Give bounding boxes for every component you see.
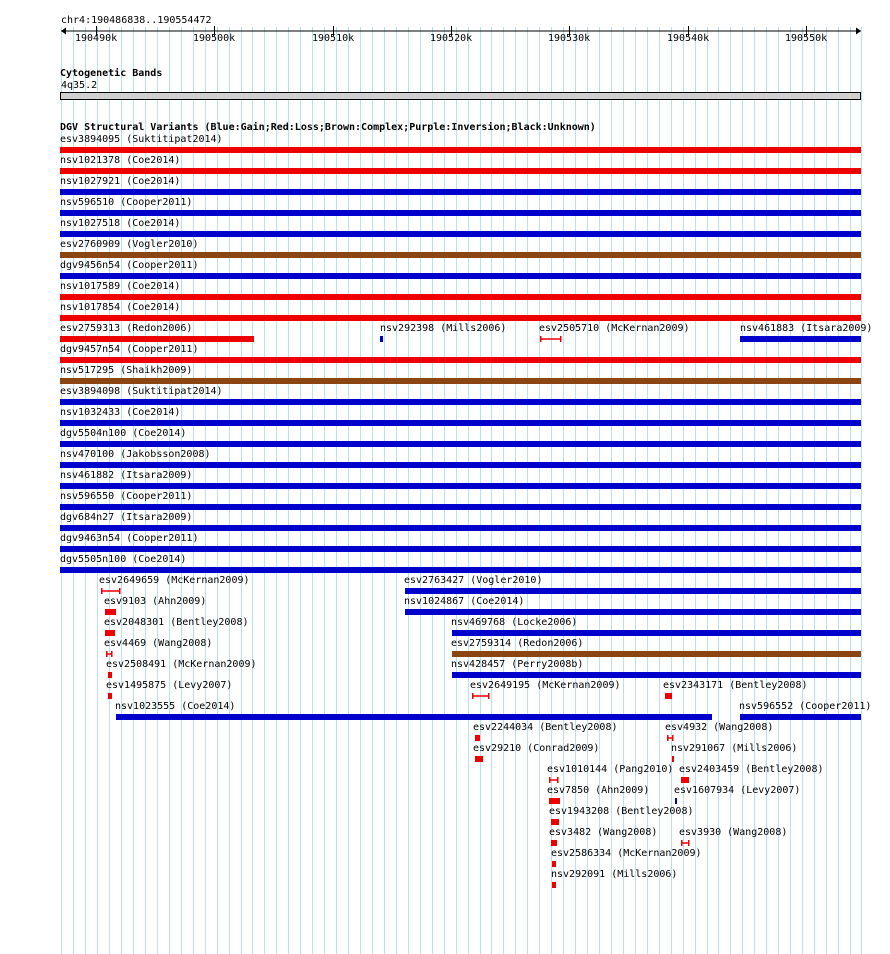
feature-bar-esv3894098[interactable] bbox=[60, 399, 861, 405]
cytoband-label: 4q35.2 bbox=[61, 80, 98, 91]
ruler-tick-label: 190490k bbox=[75, 33, 118, 44]
feature-bar-esv2586334[interactable] bbox=[552, 861, 556, 867]
feature-label-nsv470100[interactable]: nsv470100 (Jakobsson2008) bbox=[60, 449, 211, 460]
cytoband-bar[interactable] bbox=[60, 92, 861, 100]
feature-label-esv2760909[interactable]: esv2760909 (Vogler2010) bbox=[60, 239, 199, 250]
feature-bar-dgv5504n100[interactable] bbox=[60, 441, 861, 447]
feature-label-esv3482[interactable]: esv3482 (Wang2008) bbox=[549, 827, 658, 838]
feature-label-nsv1023555[interactable]: nsv1023555 (Coe2014) bbox=[115, 701, 236, 712]
feature-bar-esv4469[interactable] bbox=[106, 651, 113, 657]
feature-label-nsv469768[interactable]: nsv469768 (Locke2006) bbox=[451, 617, 578, 628]
feature-bar-nsv1032433[interactable] bbox=[60, 420, 861, 426]
feature-label-esv2759313[interactable]: esv2759313 (Redon2006) bbox=[60, 323, 193, 334]
feature-label-nsv461883[interactable]: nsv461883 (Itsara2009) bbox=[740, 323, 873, 334]
feature-bar-nsv469768[interactable] bbox=[452, 630, 861, 636]
feature-label-esv7850[interactable]: esv7850 (Ahn2009) bbox=[547, 785, 650, 796]
feature-bar-esv9103[interactable] bbox=[105, 609, 116, 615]
feature-bar-esv3930[interactable] bbox=[681, 840, 690, 846]
feature-bar-nsv517295[interactable] bbox=[60, 378, 861, 384]
feature-label-dgv9456n54[interactable]: dgv9456n54 (Cooper2011) bbox=[60, 260, 199, 271]
feature-bar-esv2508491[interactable] bbox=[108, 672, 112, 678]
feature-label-esv3894095[interactable]: esv3894095 (Suktitipat2014) bbox=[60, 134, 223, 145]
feature-label-esv2508491[interactable]: esv2508491 (McKernan2009) bbox=[106, 659, 257, 670]
feature-label-esv1495875[interactable]: esv1495875 (Levy2007) bbox=[106, 680, 233, 691]
feature-bar-dgv5505n100[interactable] bbox=[60, 567, 861, 573]
feature-bar-esv2649195[interactable] bbox=[472, 693, 490, 699]
feature-bar-nsv461882[interactable] bbox=[60, 483, 861, 489]
feature-label-esv29210[interactable]: esv29210 (Conrad2009) bbox=[473, 743, 600, 754]
feature-bar-nsv1017589[interactable] bbox=[60, 294, 861, 300]
feature-label-nsv292398[interactable]: nsv292398 (Mills2006) bbox=[380, 323, 507, 334]
feature-label-esv1010144[interactable]: esv1010144 (Pang2010) bbox=[547, 764, 674, 775]
feature-bar-esv2759314[interactable] bbox=[452, 651, 861, 657]
feature-label-esv9103[interactable]: esv9103 (Ahn2009) bbox=[104, 596, 207, 607]
feature-label-nsv517295[interactable]: nsv517295 (Shaikh2009) bbox=[60, 365, 193, 376]
feature-bar-esv2760909[interactable] bbox=[60, 252, 861, 258]
feature-label-nsv596550[interactable]: nsv596550 (Cooper2011) bbox=[60, 491, 193, 502]
feature-bar-esv3894095[interactable] bbox=[60, 147, 861, 153]
feature-bar-esv2763427[interactable] bbox=[405, 588, 861, 594]
feature-bar-dgv9457n54[interactable] bbox=[60, 357, 861, 363]
feature-bar-nsv596552[interactable] bbox=[740, 714, 861, 720]
feature-bar-nsv461883[interactable] bbox=[740, 336, 861, 342]
feature-bar-esv2343171[interactable] bbox=[665, 693, 672, 699]
feature-bar-esv2048301[interactable] bbox=[105, 630, 115, 636]
feature-bar-nsv1021378[interactable] bbox=[60, 168, 861, 174]
feature-label-esv2343171[interactable]: esv2343171 (Bentley2008) bbox=[663, 680, 808, 691]
feature-bar-nsv470100[interactable] bbox=[60, 462, 861, 468]
feature-bar-nsv1017854[interactable] bbox=[60, 315, 861, 321]
feature-label-dgv9457n54[interactable]: dgv9457n54 (Cooper2011) bbox=[60, 344, 199, 355]
feature-bar-esv1607934[interactable] bbox=[675, 798, 677, 804]
feature-label-esv4469[interactable]: esv4469 (Wang2008) bbox=[104, 638, 213, 649]
feature-bar-esv4932[interactable] bbox=[667, 735, 674, 741]
ruler-tick-label: 190510k bbox=[312, 33, 355, 44]
feature-label-esv1943208[interactable]: esv1943208 (Bentley2008) bbox=[549, 806, 694, 817]
ruler-tick-label: 190530k bbox=[548, 33, 591, 44]
feature-bar-nsv596510[interactable] bbox=[60, 210, 861, 216]
feature-label-nsv596552[interactable]: nsv596552 (Cooper2011) bbox=[739, 701, 872, 712]
feature-label-nsv1017854[interactable]: nsv1017854 (Coe2014) bbox=[60, 302, 181, 313]
feature-label-esv2649195[interactable]: esv2649195 (McKernan2009) bbox=[470, 680, 621, 691]
feature-label-dgv5505n100[interactable]: dgv5505n100 (Coe2014) bbox=[60, 554, 187, 565]
feature-label-nsv1021378[interactable]: nsv1021378 (Coe2014) bbox=[60, 155, 181, 166]
feature-label-dgv9463n54[interactable]: dgv9463n54 (Cooper2011) bbox=[60, 533, 199, 544]
feature-bar-esv2649659[interactable] bbox=[101, 588, 121, 594]
feature-label-esv2763427[interactable]: esv2763427 (Vogler2010) bbox=[404, 575, 543, 586]
feature-label-nsv461882[interactable]: nsv461882 (Itsara2009) bbox=[60, 470, 193, 481]
ruler-tick-label: 190540k bbox=[667, 33, 710, 44]
feature-label-esv3930[interactable]: esv3930 (Wang2008) bbox=[679, 827, 788, 838]
feature-label-esv1607934[interactable]: esv1607934 (Levy2007) bbox=[674, 785, 801, 796]
feature-label-nsv291067[interactable]: nsv291067 (Mills2006) bbox=[671, 743, 798, 754]
feature-bar-dgv9463n54[interactable] bbox=[60, 546, 861, 552]
feature-bar-esv3482[interactable] bbox=[551, 840, 557, 846]
feature-label-nsv1017589[interactable]: nsv1017589 (Coe2014) bbox=[60, 281, 181, 292]
feature-bar-dgv684n27[interactable] bbox=[60, 525, 861, 531]
ruler-tick-label: 190500k bbox=[193, 33, 236, 44]
feature-label-esv2244034[interactable]: esv2244034 (Bentley2008) bbox=[473, 722, 618, 733]
feature-bar-nsv1027921[interactable] bbox=[60, 189, 861, 195]
feature-label-nsv1032433[interactable]: nsv1032433 (Coe2014) bbox=[60, 407, 181, 418]
feature-bar-esv2244034[interactable] bbox=[475, 735, 480, 741]
feature-label-nsv1027518[interactable]: nsv1027518 (Coe2014) bbox=[60, 218, 181, 229]
feature-bar-nsv1027518[interactable] bbox=[60, 231, 861, 237]
ruler-tick-label: 190520k bbox=[430, 33, 473, 44]
feature-bar-esv2403459[interactable] bbox=[681, 777, 689, 783]
cytoband-track-title: Cytogenetic Bands bbox=[60, 68, 163, 79]
feature-bar-nsv292398[interactable] bbox=[380, 336, 383, 342]
feature-bar-nsv596550[interactable] bbox=[60, 504, 861, 510]
feature-bar-esv1495875[interactable] bbox=[108, 693, 112, 699]
feature-label-esv2586334[interactable]: esv2586334 (McKernan2009) bbox=[551, 848, 702, 859]
feature-label-dgv684n27[interactable]: dgv684n27 (Itsara2009) bbox=[60, 512, 193, 523]
feature-bar-esv2505710[interactable] bbox=[540, 336, 562, 342]
feature-label-esv2759314[interactable]: esv2759314 (Redon2006) bbox=[451, 638, 584, 649]
feature-bar-esv7850[interactable] bbox=[549, 798, 560, 804]
feature-label-esv2505710[interactable]: esv2505710 (McKernan2009) bbox=[539, 323, 690, 334]
feature-bar-nsv428457[interactable] bbox=[452, 672, 861, 678]
feature-label-esv2048301[interactable]: esv2048301 (Bentley2008) bbox=[104, 617, 249, 628]
feature-bar-nsv291067[interactable] bbox=[672, 756, 674, 762]
feature-bar-nsv1024867[interactable] bbox=[405, 609, 861, 615]
feature-label-nsv1027921[interactable]: nsv1027921 (Coe2014) bbox=[60, 176, 181, 187]
feature-bar-esv1010144[interactable] bbox=[549, 777, 559, 783]
feature-bar-esv29210[interactable] bbox=[475, 756, 483, 762]
feature-bar-nsv292091[interactable] bbox=[552, 882, 556, 888]
ruler-tick-label: 190550k bbox=[785, 33, 828, 44]
feature-label-esv4932[interactable]: esv4932 (Wang2008) bbox=[665, 722, 774, 733]
feature-bar-esv2759313[interactable] bbox=[60, 336, 254, 342]
feature-bar-dgv9456n54[interactable] bbox=[60, 273, 861, 279]
feature-label-nsv596510[interactable]: nsv596510 (Cooper2011) bbox=[60, 197, 193, 208]
dgv-track-title: DGV Structural Variants (Blue:Gain;Red:Loss;Brown:Complex;Purple:Inversion;Black:Unknown) bbox=[60, 122, 596, 133]
feature-label-esv2403459[interactable]: esv2403459 (Bentley2008) bbox=[679, 764, 824, 775]
feature-label-nsv292091[interactable]: nsv292091 (Mills2006) bbox=[551, 869, 678, 880]
coordinate-label: chr4:190486838..190554472 bbox=[61, 15, 212, 26]
feature-label-nsv428457[interactable]: nsv428457 (Perry2008b) bbox=[451, 659, 584, 670]
feature-label-nsv1024867[interactable]: nsv1024867 (Coe2014) bbox=[404, 596, 525, 607]
feature-label-dgv5504n100[interactable]: dgv5504n100 (Coe2014) bbox=[60, 428, 187, 439]
feature-label-esv3894098[interactable]: esv3894098 (Suktitipat2014) bbox=[60, 386, 223, 397]
feature-bar-nsv1023555[interactable] bbox=[116, 714, 712, 720]
feature-bar-esv1943208[interactable] bbox=[551, 819, 559, 825]
feature-label-esv2649659[interactable]: esv2649659 (McKernan2009) bbox=[99, 575, 250, 586]
